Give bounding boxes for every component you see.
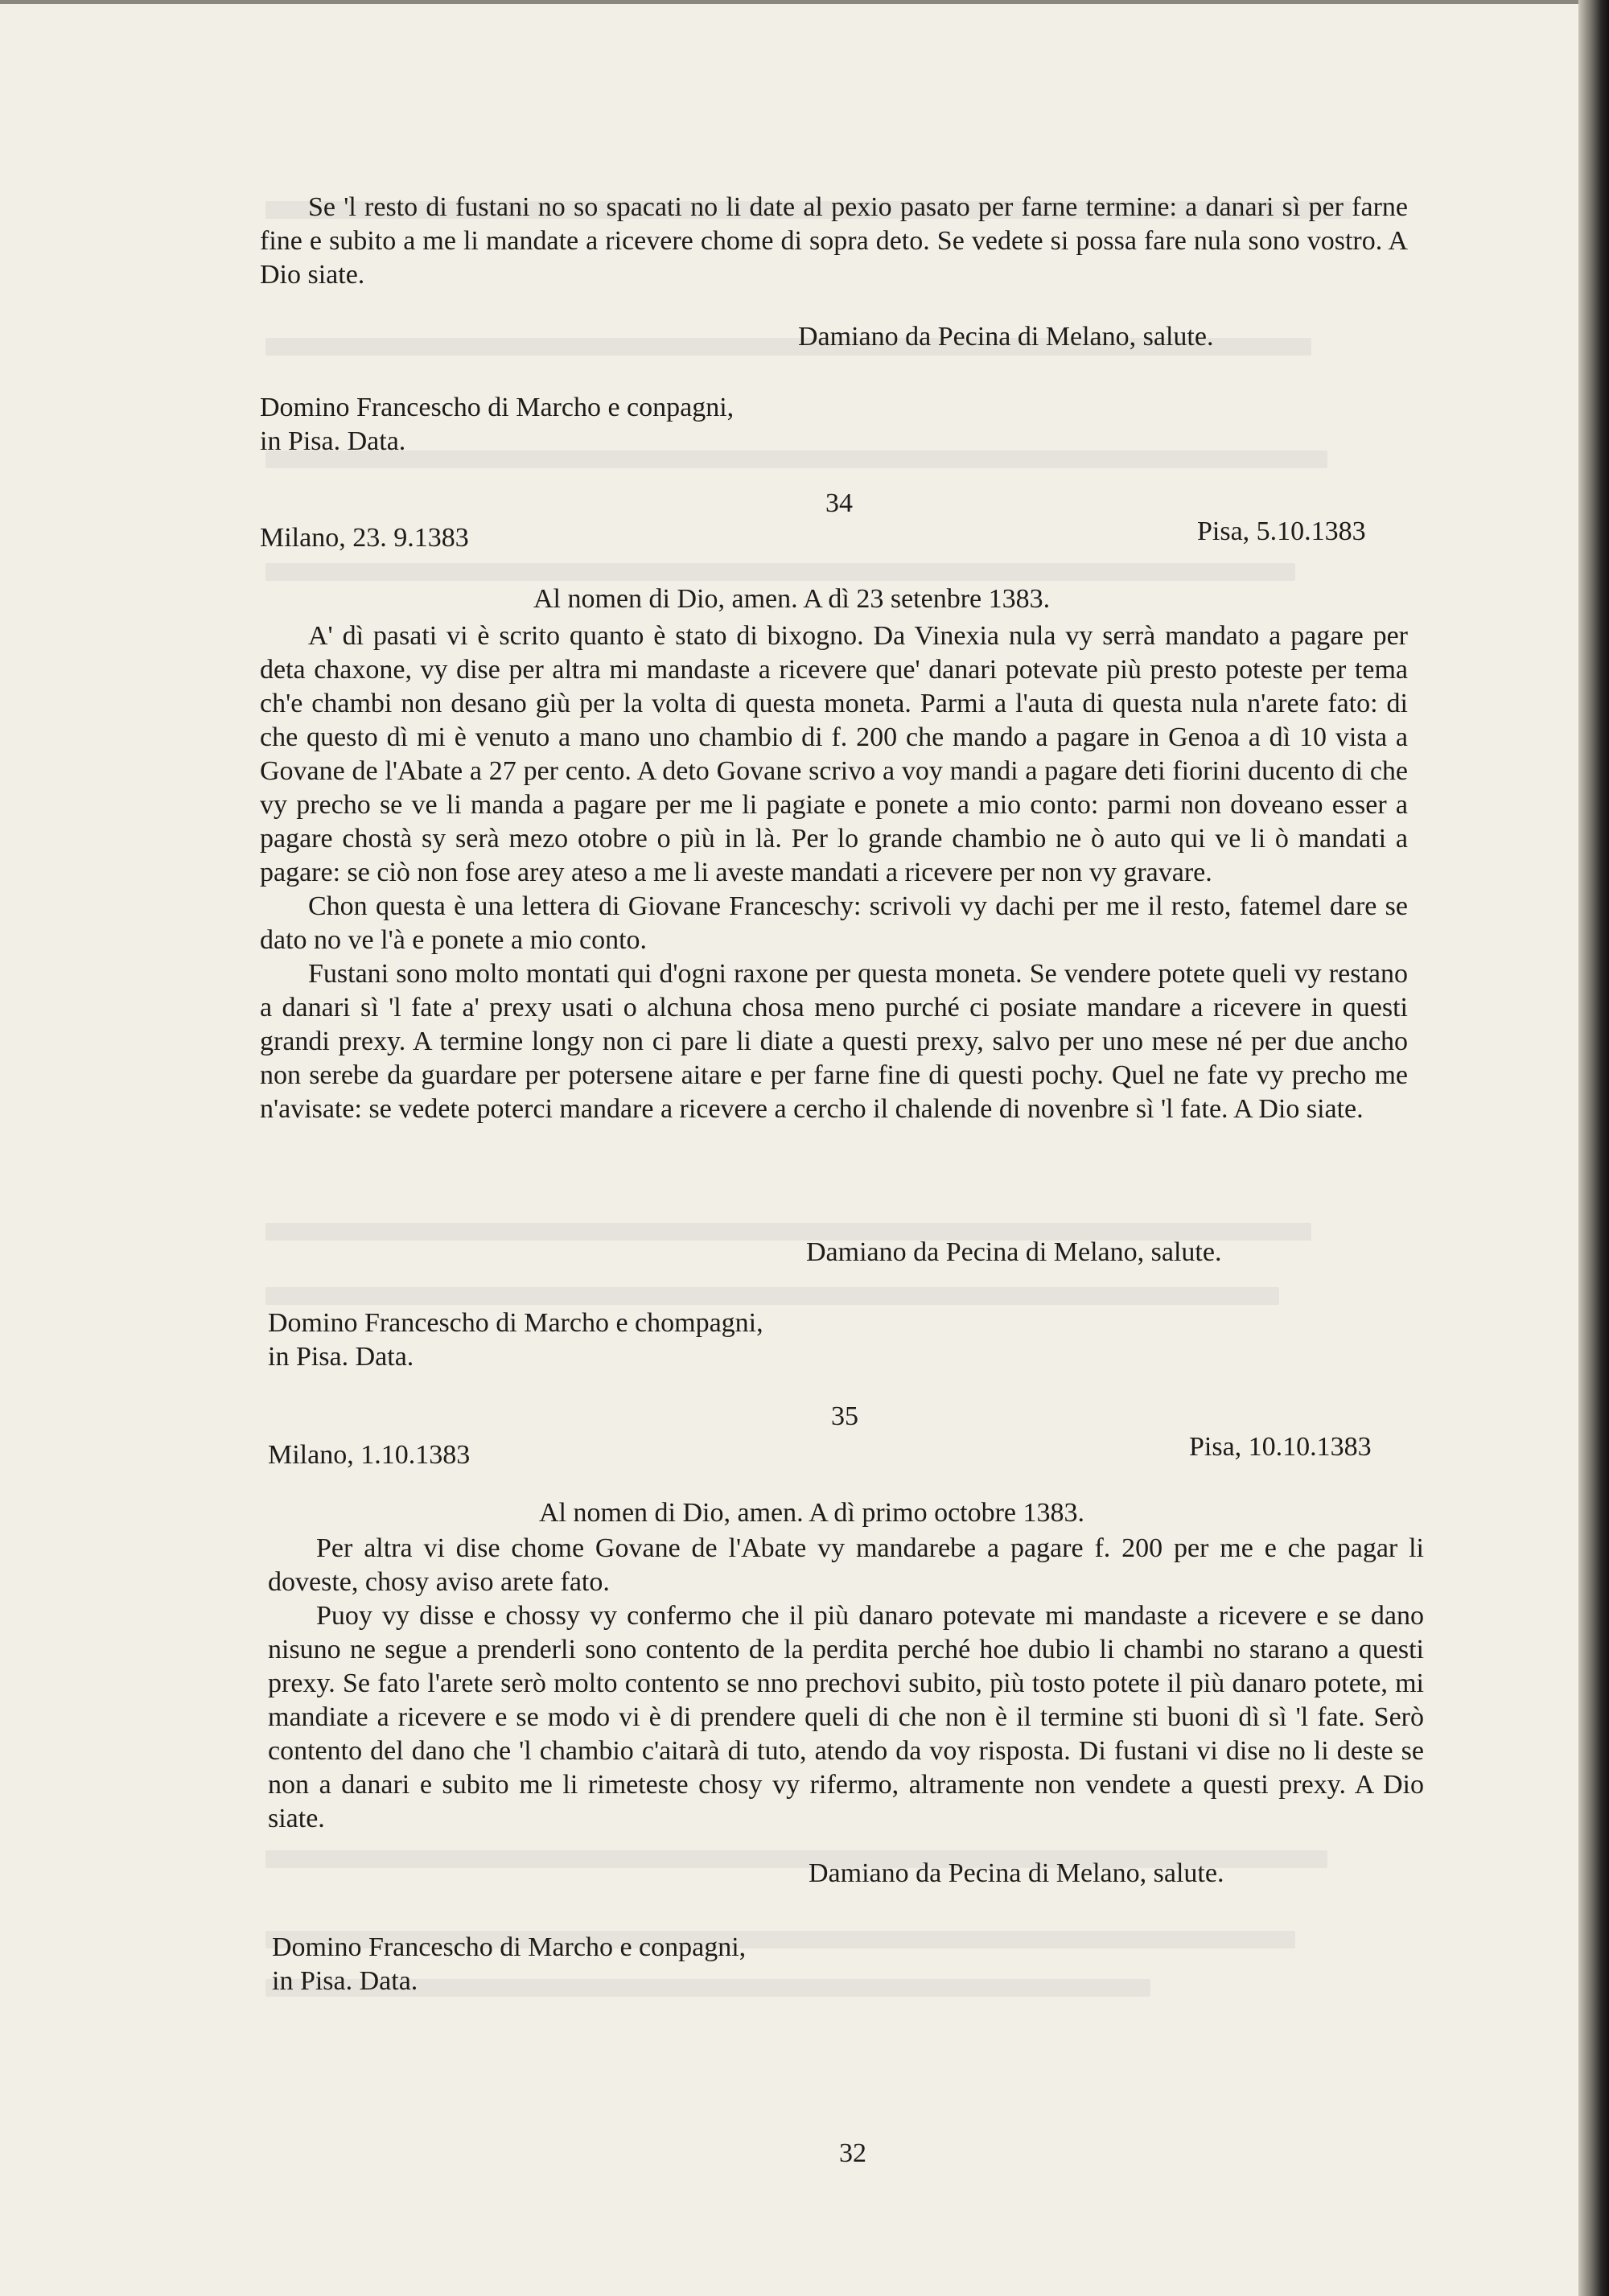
book-spine-shadow	[1578, 0, 1609, 2296]
letter-34-paragraph: A' dì pasati vi è scrito quanto è stato di bixogno. Da Vinexia nula vy serrà mandato a pagare per deta chaxone, vy dise per altra mi mandaste a ricevere que' danari potevate più presto poteste per tema ch'e chambi non desano giù per la volta di questa moneta. Parmi a l'auta di questa nula n'arete fato: di che questo dì mi è venuto a mano uno chambio di f. 200 che mando a pagare in Genoa a dì 10 vista a Govane de l'Abate a 27 per cento. A deto Govane scrivo a voy mandi a pagare deti fiorini ducento di che vy precho se ve li manda a pagare per me li pagiate e ponete a mio conto: parmi non doveano esser a pagare chostà sy serà mezo otobre o più in là. Per lo grande chambio ne ò auto qui ve li ò mandati a pagare: se ciò non fose arey ateso a me li aveste mandati a ricevere per non vy gravare.	[260, 621, 1408, 887]
address-line: in Pisa. Data.	[272, 1966, 418, 1996]
letter-35-body	[268, 1532, 1424, 1836]
letter-34-number: 34	[825, 488, 853, 518]
letter-33-paragraph: Se 'l resto di fustani no so spacati no li date al pexio pasato per farne termine: a danari sì per farne fine e subito a me li mandate a ricevere chome di sopra deto. Se vedete si possa fare nula sono vostro. A Dio siate.	[260, 192, 1408, 290]
letter-35-address	[272, 1931, 746, 1998]
letter-34-date-sent: Milano, 23. 9.1383	[260, 523, 469, 553]
letter-35-date-sent: Milano, 1.10.1383	[268, 1440, 471, 1470]
address-line: Domino Francescho di Marcho e conpagni,	[272, 1932, 747, 1962]
letter-35-signature: Damiano da Pecina di Melano, salute.	[809, 1858, 1224, 1888]
letter-35-paragraph: Puoy vy disse e chossy vy confermo che il più danaro potevate mi mandaste a ricevere e se dano nisuno ne segue a prenderli sono contento de la perdita perché hoe dubio li chambi no starano a questi prexy. Se fato l'arete serò molto contento se nno prechovi subito, più tosto potete il più danaro potete, mi mandiate a ricevere e se modo vi è di prendere queli di che non è il termine sti buoni dì sì 'l fate. Serò contento del dano che 'l chambio c'aitarà di tuto, atendo da voy risposta. Di fustani vi dise no li deste se non a danari e subito me li rimeteste chosy vy rifermo, altramente non vendete a questi prexy. A Dio siate.	[268, 1601, 1424, 1833]
letter-34-body	[260, 619, 1408, 1126]
address-line: in Pisa. Data.	[268, 1342, 414, 1372]
letter-34-date-received: Pisa, 5.10.1383	[1197, 516, 1366, 546]
page-number: 32	[839, 2138, 866, 2168]
letter-35-opening: Al nomen di Dio, amen. A dì primo octobre 1383.	[539, 1498, 1085, 1528]
address-line: Domino Francescho di Marcho e chompagni,	[268, 1308, 763, 1338]
letter-34-opening: Al nomen di Dio, amen. A dì 23 setenbre 1383.	[533, 584, 1051, 614]
letter-33-body	[260, 191, 1408, 292]
letter-34-paragraph: Fustani sono molto montati qui d'ogni raxone per questa moneta. Se vendere potete queli vy restano a danari sì 'l fate a' prexy usati o alchuna chosa meno purché ci posiate mandare a ricevere in questi grandi prexy. A termine longy non ci pare li diate a questi prexy, salvo per uno mese né per due ancho non serebe da guardare per potersene aitare e per farne fine di questi pochy. Quel ne fate vy precho me n'avisate: se vedete poterci mandare a ricevere a cercho il chalende di novenbre sì 'l fate. A Dio siate.	[260, 959, 1408, 1124]
letter-34-signature: Damiano da Pecina di Melano, salute.	[806, 1237, 1222, 1267]
letter-33-signature: Damiano da Pecina di Melano, salute.	[798, 322, 1214, 352]
letter-35-number: 35	[831, 1401, 858, 1431]
letter-35-date-received: Pisa, 10.10.1383	[1189, 1432, 1372, 1462]
page-top-border	[0, 0, 1578, 4]
letter-34-address	[268, 1306, 763, 1374]
letter-35-paragraph: Per altra vi dise chome Govane de l'Abate vy mandarebe a pagare f. 200 per me e che pagar li doveste, chosy aviso arete fato.	[268, 1533, 1424, 1597]
letter-34-paragraph: Chon questa è una lettera di Giovane Franceschy: scrivoli vy dachi per me il resto, fatemel dare se dato no ve l'à e ponete a mio conto.	[260, 891, 1408, 955]
address-line: Domino Francescho di Marcho e conpagni,	[260, 393, 735, 422]
letter-33-address	[260, 391, 734, 459]
address-line: in Pisa. Data.	[260, 426, 406, 456]
